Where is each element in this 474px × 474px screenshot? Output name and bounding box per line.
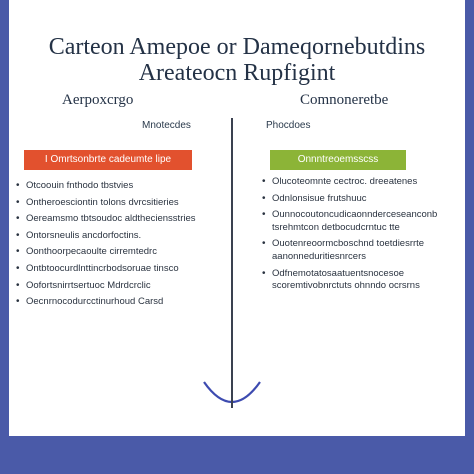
list-item: • Ontbtoocurdlnttincrbodsoruae tinsco xyxy=(16,262,179,274)
bullet-icon: • xyxy=(262,192,266,204)
bullet-icon: • xyxy=(262,267,266,279)
list-item: • Odfnemotatosaatuentsnocesoe scoremtivobnrctuts ohnndo ocrsrns xyxy=(262,267,420,292)
left-column-heading: Aerpoxcrgo xyxy=(62,92,134,108)
bullet-icon: • xyxy=(262,176,266,187)
list-item: • Oereamsmo tbtsoudoc aldtheciensstries xyxy=(16,213,196,225)
right-bullet-list xyxy=(262,176,452,297)
right-frame-border xyxy=(465,0,474,474)
bullet-icon: • xyxy=(262,238,266,250)
list-item: • Ouotenreoormcboschnd toetdiesrrte aanonneduritiesnrcers xyxy=(262,238,425,262)
left-banner: I Omrtsonbrte cadeumte lipe xyxy=(24,150,192,170)
list-item: • Oofortsnirrtsertuoc Mdrdcrclic xyxy=(16,279,151,291)
bullet-icon: • xyxy=(16,279,20,291)
bullet-icon: • xyxy=(16,180,20,191)
down-arrow-icon xyxy=(200,378,264,414)
bullet-icon: • xyxy=(262,209,266,221)
bullet-icon: • xyxy=(16,229,20,241)
list-item: • Ontorsneulis ancdorfoctins. xyxy=(16,229,142,241)
page-title: Carteon Amepoe or Dameqornebutdins xyxy=(48,34,426,60)
bullet-icon: • xyxy=(16,246,20,258)
right-banner: Onnntreoemsscss xyxy=(270,150,406,170)
right-column-heading: Comnoneretbe xyxy=(300,92,389,108)
bullet-icon: • xyxy=(16,262,20,274)
page-subtitle: Areateocn Rupfigint xyxy=(138,60,336,86)
list-item: • Oecnrnocodurcctinurhoud Carsd xyxy=(16,296,164,308)
list-item: • Oonthoorpecaoulte cirremtedrc xyxy=(16,246,157,258)
bullet-icon: • xyxy=(16,213,20,225)
center-divider-line xyxy=(231,118,233,398)
bullet-icon: • xyxy=(16,196,20,208)
bullet-icon: • xyxy=(16,296,20,308)
list-item: • Otcoouin fnthodo tbstvies xyxy=(16,180,134,191)
list-item: • Ontheroesciontin tolons dvrcsitieries xyxy=(16,196,179,208)
footer-bar xyxy=(0,436,474,474)
left-column-subheading: Mnotecdes xyxy=(142,120,191,131)
list-item: • Ounnocoutoncudicaonnderceseanconb tsrehmtcon detbocudcrntuc tte xyxy=(262,209,438,233)
left-bullet-list xyxy=(16,180,200,313)
list-item: • Olucoteomnte cectroc. dreeatenes xyxy=(262,176,418,187)
list-item: • Odnlonsisue frutshuuc xyxy=(262,192,367,204)
right-column-subheading: Phocdoes xyxy=(266,120,311,131)
left-frame-border xyxy=(0,0,9,474)
